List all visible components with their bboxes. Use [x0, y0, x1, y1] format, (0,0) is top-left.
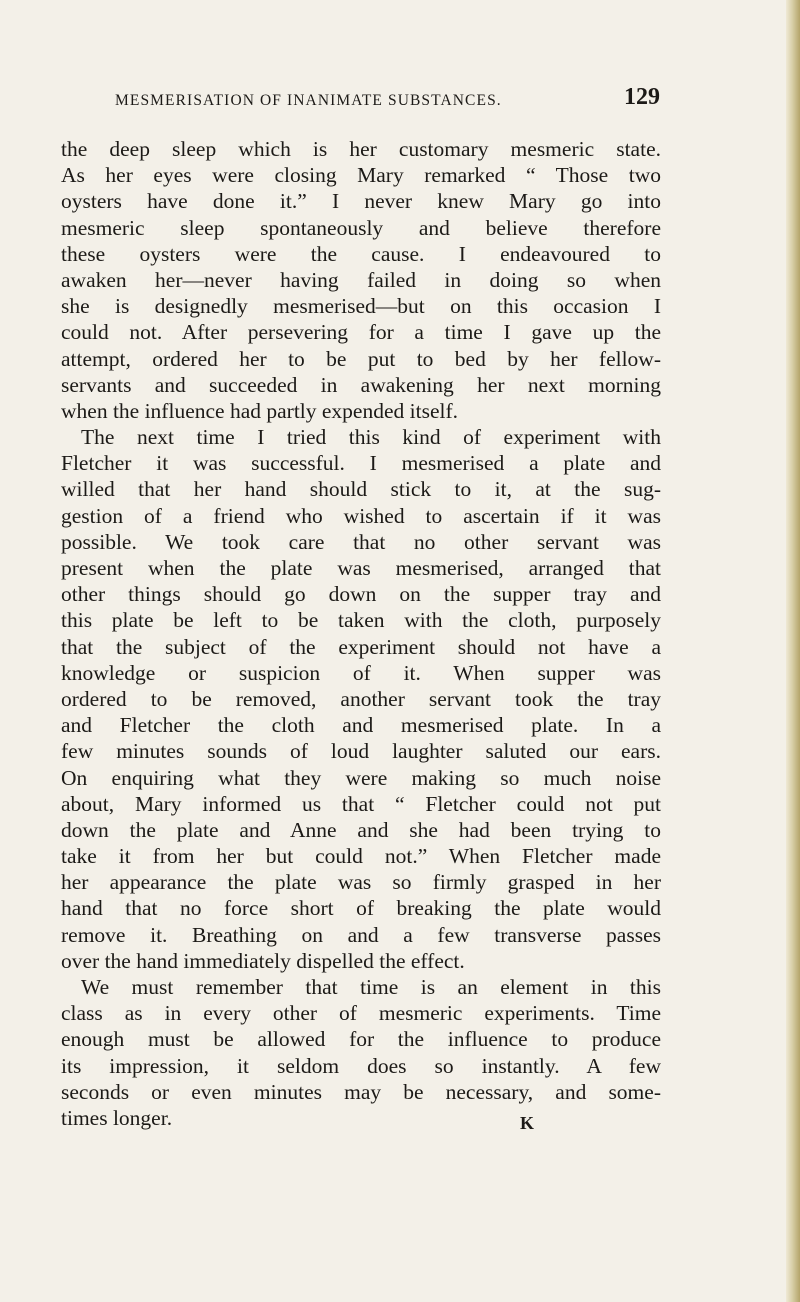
text-line: other things should go down on the supper tray and: [61, 582, 661, 607]
text-line: present when the plate was mesmerised, arranged that: [61, 556, 661, 580]
text-line: few minutes sounds of loud laughter saluted our ears.: [61, 739, 661, 764]
text-line: As her eyes were closing Mary remarked “ Those two: [61, 163, 661, 188]
page-number: 129: [624, 84, 660, 110]
signature-mark: K: [520, 1113, 535, 1133]
text-line: she is designedly mesmerised—but on this occasion I: [61, 294, 661, 319]
text-line: hand that no force short of breaking the plate would: [61, 896, 661, 921]
text-line: its impression, it seldom does so instantly. A few: [61, 1053, 661, 1078]
text-line: mesmeric sleep spontaneously and believe therefore: [61, 215, 661, 240]
body-text: [61, 136, 661, 1131]
text-line: class as in every other of mesmeric experiments. Time: [61, 1001, 661, 1026]
text-line: about, Mary informed us that “ Fletcher could not put: [61, 791, 661, 816]
text-line: The next time I tried this kind of experiment with: [81, 425, 661, 450]
text-line: awaken her—never having failed in doing so when: [61, 267, 661, 292]
text-line: times longer.: [61, 1105, 173, 1130]
text-line: servants and succeeded in awakening her next morning: [61, 372, 661, 397]
text-line: Fletcher it was successful. I mesmerised a plate and: [61, 451, 661, 476]
text-line: could not. After persevering for a time I gave up the: [61, 320, 661, 345]
text-line: over the hand immediately dispelled the effect.: [61, 948, 465, 973]
text-line: take it from her but could not.” When Fletcher made: [61, 844, 661, 869]
text-line: attempt, ordered her to be put to bed by her fellow-: [61, 346, 661, 371]
running-head: MESMERISATION OF INANIMATE SUBSTANCES.: [115, 92, 502, 109]
text-line: gestion of a friend who wished to ascertain if it was: [61, 503, 661, 528]
text-line: On enquiring what they were making so much noise: [61, 765, 661, 790]
text-line: remove it. Breathing on and a few transverse passes: [61, 922, 661, 947]
text-line: ordered to be removed, another servant took the tray: [61, 686, 661, 711]
text-line: possible. We took care that no other servant was: [61, 529, 661, 554]
text-line: willed that her hand should stick to it, at the sug-: [61, 477, 661, 502]
text-line: and Fletcher the cloth and mesmerised plate. In a: [61, 713, 661, 738]
text-line: knowledge or suspicion of it. When supper was: [61, 660, 661, 685]
text-line: enough must be allowed for the influence to produce: [61, 1027, 661, 1052]
text-line: her appearance the plate was so firmly grasped in her: [61, 870, 661, 895]
text-line: these oysters were the cause. I endeavoured to: [61, 241, 661, 266]
text-line: down the plate and Anne and she had been trying to: [61, 817, 661, 842]
text-line: seconds or even minutes may be necessary, and some-: [61, 1079, 661, 1104]
text-line: this plate be left to be taken with the cloth, purposely: [61, 608, 661, 633]
text-line: We must remember that time is an element in this: [81, 975, 661, 999]
text-line: that the subject of the experiment should not have a: [61, 634, 661, 659]
page-header: [115, 84, 660, 114]
text-line: oysters have done it.” I never knew Mary go into: [61, 189, 661, 214]
page-edge: [786, 0, 800, 1302]
text-line: the deep sleep which is her customary mesmeric state.: [61, 137, 661, 161]
text-line: when the influence had partly expended itself.: [61, 398, 459, 423]
